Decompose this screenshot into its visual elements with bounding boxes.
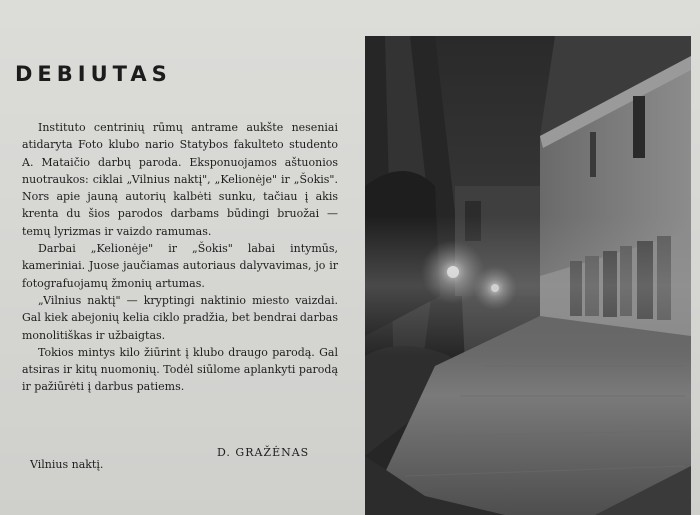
night-street-illustration — [365, 36, 691, 515]
article-paragraph: Tokios mintys kilo žiūrint į klubo draugo parodą. Gal atsiras ir kitų nuomonių. Todėl siūlome aplankyti parodą ir pažiūrėti į darbus patiems. — [22, 345, 338, 394]
night-street-photo — [365, 36, 691, 515]
author-signature: D. GRAŽĖNAS — [217, 446, 310, 459]
cut-off-text — [14, 0, 18, 5]
article-title: DEBIUTAS — [15, 62, 172, 86]
article-body — [22, 119, 338, 396]
photo-caption: Vilnius naktį. — [30, 458, 104, 471]
article-paragraph: Instituto centrinių rūmų antrame aukšte neseniai atidaryta Foto klubo nario Statybos fakulteto studento A. Mataičio darbų paroda. Eksponuojamos aštuonios nuotraukos: ciklai „Vilnius naktį", „Kelionėje" ir „Šokis". Nors apie jauną autorių kalbėti sunku, tačiau į akis krenta du šios parodos darbams būdingi bruožai — temų lyrizmas ir vaizdo ramumas. — [22, 121, 338, 238]
article-paragraph: Darbai „Kelionėje" ir „Šokis" labai intymūs, kameriniai. Juose jaučiamas autoriaus dalyvavimas, jo ir fotografuojamų žmonių artumas. — [22, 242, 338, 290]
article-paragraph: „Vilnius naktį" — kryptingi naktinio miesto vaizdai. Gal kiek abejonių kelia ciklo pradžia, bet bendrai darbas monolitiškas ir užbaigtas. — [22, 293, 338, 342]
previous-article-edge — [0, 0, 700, 14]
